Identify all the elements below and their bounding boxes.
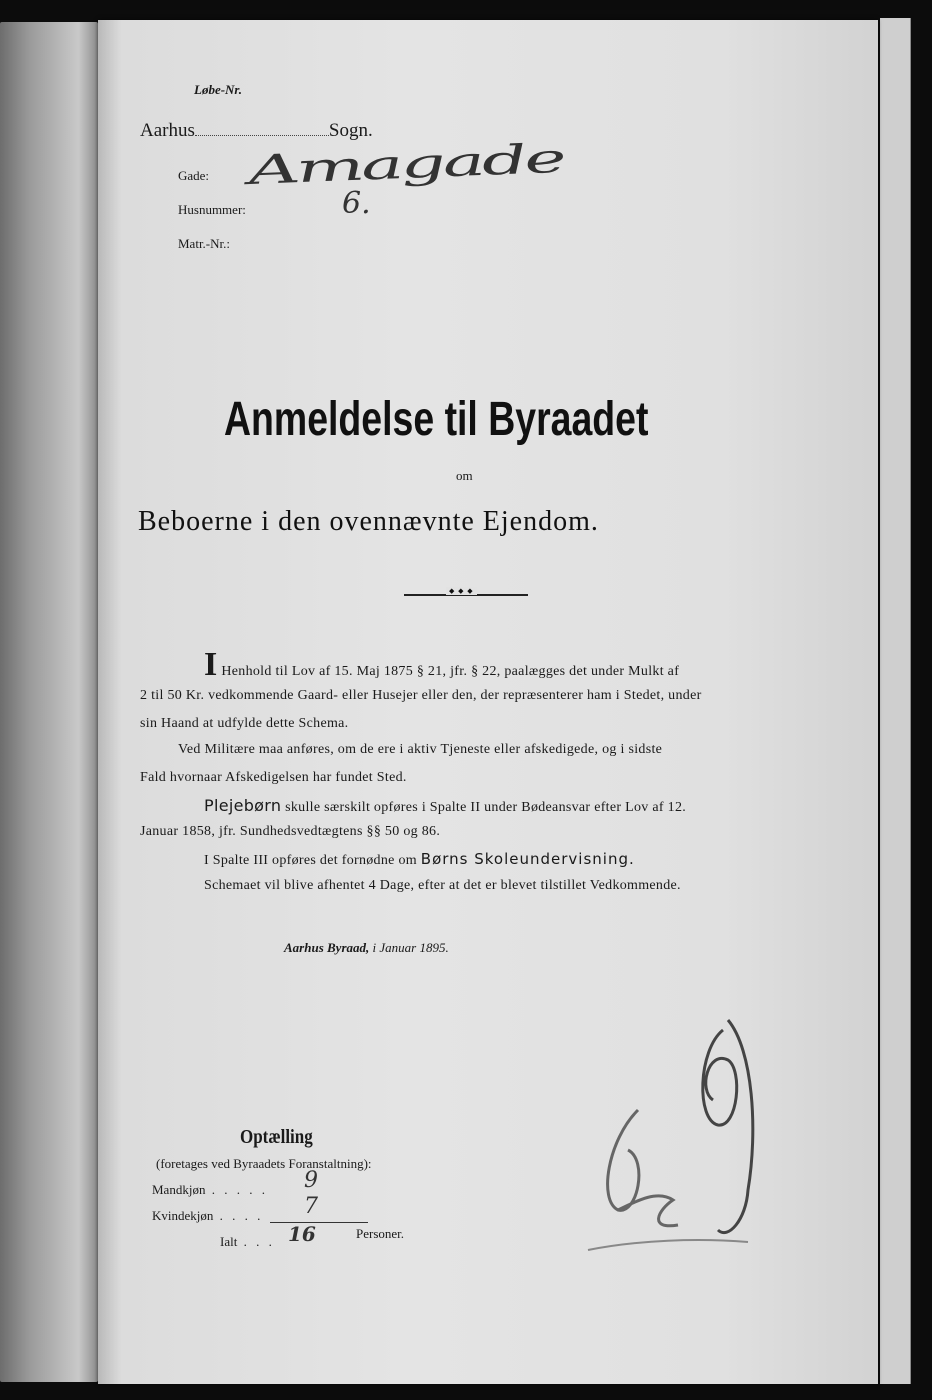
document-title: Anmeldelse til Byraadet (224, 393, 649, 446)
count-female-row: Kvindekjøn . . . . (152, 1208, 264, 1223)
instruction-line-4: Ved Militære maa anføres, om de ere i aktiv Tjeneste eller afskedigede, og i sidste (178, 742, 663, 757)
page-edge (904, 18, 911, 1384)
plejeborn-word: Plejebørn (204, 796, 282, 815)
total-label: Ialt (220, 1234, 238, 1249)
count-total-row: Ialt . . . (220, 1234, 275, 1249)
instruction-line-8: I Spalte III opføres det fornødne om (204, 853, 417, 868)
handwritten-initials (578, 1010, 798, 1260)
instruction-line-6: skulle særskilt opføres i Spalte II under Bødeansvar efter Lov af 12. (285, 800, 687, 815)
skoleundervisning-text: Børns Skoleundervisning. (420, 850, 635, 868)
total-count-handwritten: 16 (288, 1222, 316, 1246)
signature-line (284, 940, 449, 956)
signature-date: i Januar 1895. (372, 940, 449, 955)
parish-dotted-line (195, 135, 329, 136)
instruction-line-2: 2 til 50 Kr. vedkommende Gaard- eller Husejer eller den, der repræsenterer ham i Stedet, under (140, 688, 702, 703)
left-page (0, 22, 98, 1382)
instruction-line-9: Schemaet vil blive afhentet 4 Dage, efter at det er blevet tilstillet Vedkommende. (204, 878, 681, 893)
husnummer-handwritten: 6. (342, 186, 371, 221)
loebe-nr-label: Løbe-Nr. (194, 82, 243, 97)
instruction-line-7: Januar 1858, jfr. Sundhedsvedtægtens §§ 50 og 86. (140, 824, 441, 839)
male-label: Mandkjøn (152, 1182, 206, 1197)
female-count-handwritten: 7 (304, 1194, 318, 1219)
drop-cap: I (204, 646, 218, 683)
ornamental-rule (404, 594, 528, 596)
document-subtitle: Beboerne i den ovennævnte Ejendom. (138, 506, 599, 537)
count-note: (foretages ved Byraadets Foranstaltning): (156, 1156, 372, 1171)
male-count-handwritten: 9 (304, 1168, 318, 1193)
om-label: om (456, 468, 473, 483)
female-label: Kvindekjøn (152, 1208, 214, 1223)
parish-line (140, 120, 373, 142)
city-label: Aarhus (140, 120, 195, 141)
count-male-row: Mandkjøn . . . . . (152, 1182, 268, 1197)
signature-authority: Aarhus Byraad, (284, 940, 370, 955)
document-page (98, 20, 878, 1384)
gade-label: Gade: (178, 168, 210, 183)
husnummer-label: Husnummer: (178, 202, 246, 217)
matr-label: Matr.-Nr.: (178, 236, 230, 251)
sogn-label: Sogn. (328, 120, 373, 141)
sum-rule (270, 1222, 368, 1223)
persons-label: Personer. (356, 1226, 405, 1241)
instruction-line-1: Henhold til Lov af 15. Maj 1875 § 21, jfr. § 22, paalægges det under Mulkt af (221, 664, 680, 679)
gade-handwritten: Amagade (245, 135, 566, 194)
instruction-line-5: Fald hvornaar Afskedigelsen har fundet Sted. (140, 770, 407, 785)
count-heading: Optælling (240, 1126, 313, 1148)
instruction-line-3: sin Haand at udfylde dette Schema. (140, 716, 349, 731)
